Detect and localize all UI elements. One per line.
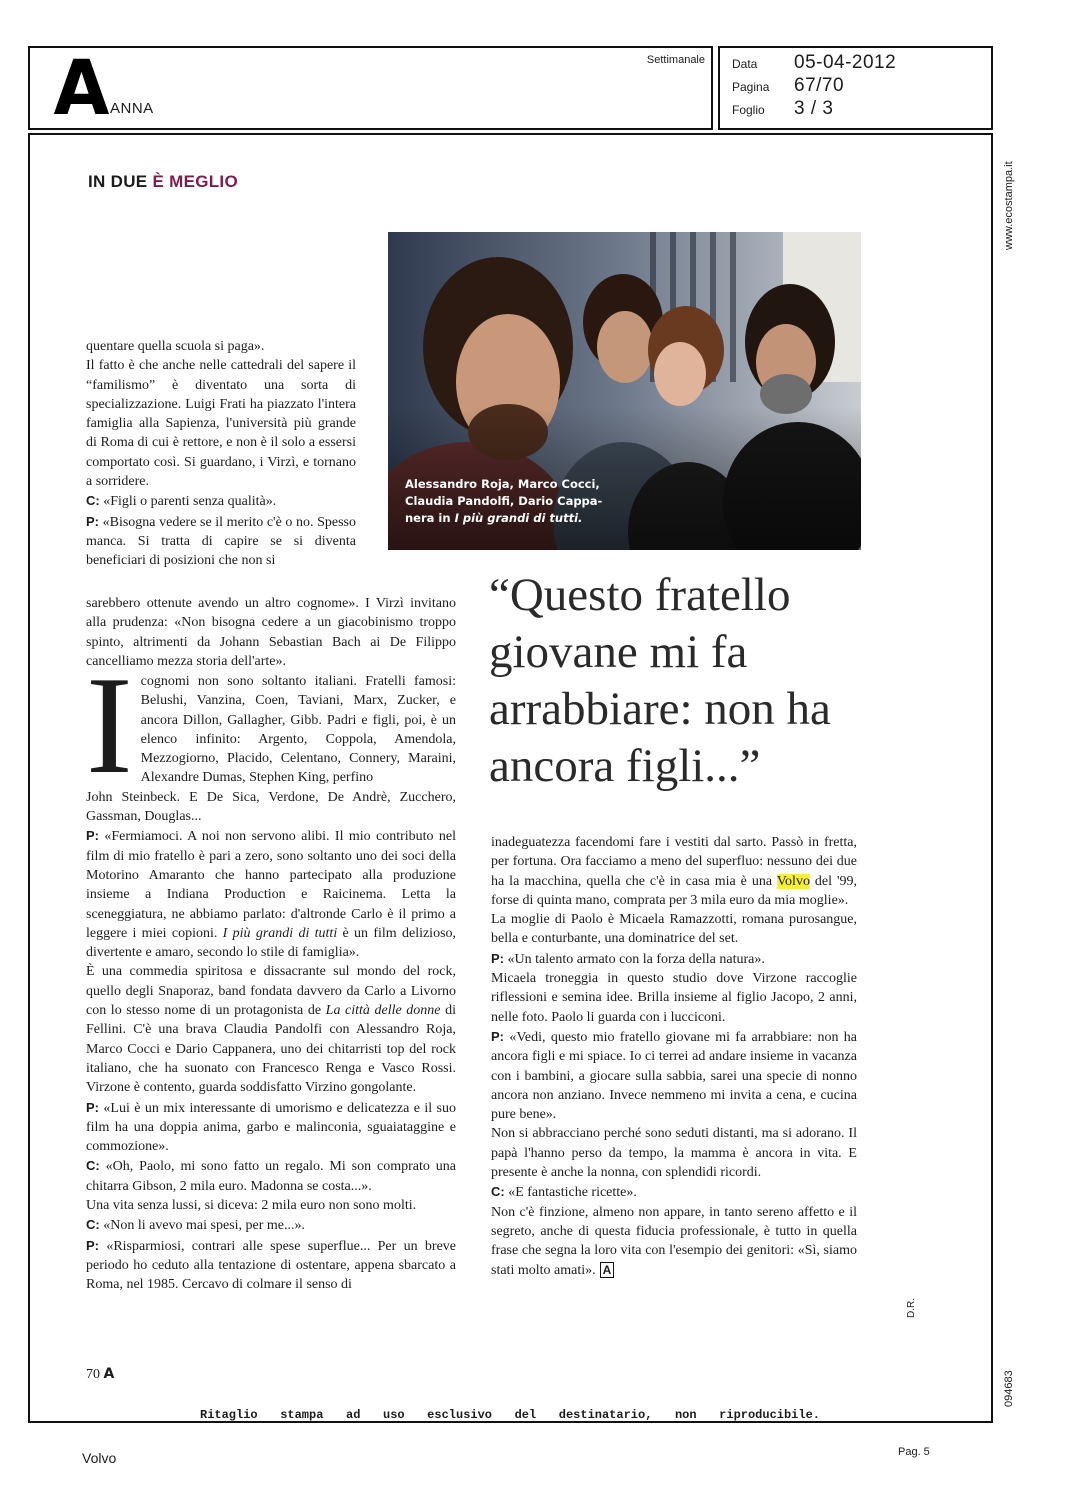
dialogue-text: «Oh, Paolo, mi sono fatto un regalo. Mi son comprato una chitarra Gibson, 2 mila euro. Madonna se costa...». [86,1159,457,1194]
page-number [86,1366,114,1383]
section-title [88,172,238,192]
paragraph: sarebbero ottenute avendo un altro cognome». I Virzì invitano alla prudenza: «Non bisogna cedere a un giacobinismo troppo spinto, altrimenti da Johann Sebastian Bach ai De Filippo cancelliamo mezza storia dell'arte». [86,596,456,669]
meta-page [732,75,844,97]
film-title: I più grandi di tutti [222,925,338,941]
dialogue-c [491,1182,857,1202]
dialogue-text: «Lui è un mix interessante di umorismo e delicatezza e il suo film ha una doppia anima, garbo e malinconia, sguaiataggine e commozione». [86,1100,456,1155]
dialogue-c [86,1156,456,1196]
speaker-tag: C: [86,493,100,509]
dialogue-c [86,491,356,511]
left-column-lower [86,648,457,1295]
magazine-logo: A [53,43,110,132]
caption-line-3 [405,510,655,527]
dialogue-text: «Figli o parenti senza qualità». [103,494,277,510]
caption-line-2: Claudia Pandolfi, Dario Cappa- [405,494,603,508]
dialogue-p [86,1098,456,1157]
paragraph-text: del '99, forse di quinta mano, comprata per 3 mila euro da mia moglie». [491,873,858,908]
speaker-tag: P: [86,1099,99,1115]
dialogue-c [86,1215,456,1235]
paragraph-text: di Fellini. C'è una brava Claudia Pandolfi con Alessandro Roja, Marco Cocci e Dario Cappanera, uno dei chitarristi top del rock italiano, che ha suonato con Francesco Renga e Vasco Rossi. Virzone è contento, guarda soddisfatto Virzino gongolante. [86,1003,457,1096]
paragraph: Non si abbracciano perché sono seduti distanti, ma si adorano. Il papà l'hanno perso da tempo, la mamma è ancora in vita. E presente è anche la nonna, con splendidi ricordi. [491,1126,857,1181]
left-column-top [86,337,356,571]
page-number-value: 70 [86,1367,100,1382]
paragraph-text: Non c'è finzione, almeno non appare, in tanto sereno affetto e il segreto, anche di questa fiducia professionale, è tutto in quella frase che segna la loro vita con l'esempio dei genitori: «Sì, siamo stati molto amati». [491,1204,857,1278]
speaker-tag: P: [86,1237,99,1253]
footer-page: Pag. 5 [898,1446,930,1458]
meta-sheet [732,98,833,120]
paragraph: Il fatto è che anche nelle cattedrali del sapere il “familismo” è diventato una sorta di specializzazione. Luigi Frati ha piazzato l'intera famiglia alla Sapienza, l'università più grande di Roma di cui è rettore, e non è il solo a essersi comportato così. Si guardano, i Virzì, e tornano a sorridere. [86,358,356,490]
dropcap-paragraph [86,648,456,803]
speaker-tag: P: [491,950,504,966]
meta-sheet-value: 3 / 3 [794,98,834,119]
left-column-mid [86,594,456,671]
pull-quote: “Questo fratello giovane mi fa arrabbiare: non ha ancora figli...” [489,569,831,792]
speaker-tag: C: [86,1217,100,1233]
footer-keyword: Volvo [82,1450,117,1466]
dialogue-text: «E fantastiche ricette». [508,1185,637,1201]
meta-date [732,52,896,74]
paragraph: La moglie di Paolo è Micaela Ramazzotti, romana purosangue, bella e conturbante, una dominatrice del set. [491,912,857,947]
paragraph: quentare quella scuola si paga». [86,339,265,354]
speaker-tag: C: [491,1184,505,1200]
speaker-tag: P: [86,828,99,844]
page-number-logo: A [103,1366,115,1382]
meta-date-key: Data [732,57,758,71]
header-masthead [28,43,713,132]
section-title-prefix: IN DUE [88,172,148,191]
meta-page-key: Pagina [732,80,770,94]
dialogue-text: è un film delizioso, divertente e amaro, secondo lo stile di famiglia». [86,925,457,961]
meta-date-value: 05-04-2012 [794,52,897,73]
paragraph: John Steinbeck. E De Sica, Verdone, De Andrè, Zucchero, Gassman, Douglas... [86,789,456,825]
paragraph [491,1203,857,1280]
speaker-tag: P: [86,513,99,529]
speaker-tag: P: [491,1028,504,1044]
dropcap-text: cognomi non sono soltanto italiani. Fratelli famosi: Belushi, Vanzina, Coen, Taviani, Marx, Zucker, e ancora Dillon, Gallagher, Gibb. Padri e figli, poi, è un elenco infinito: Argento, Coppola, Amendola, Mezzogiorno, Placido, Celentano, Connery, Maraini, Alexandre Dumas, Stephen King, perfino [140,674,456,786]
speaker-tag: C: [86,1158,100,1174]
dialogue-text: «Vedi, questo mio fratello giovane mi fa arrabbiare: non ha ancora figli e mi spiace. Io ci terrei ad andare insieme in vacanza con i bambini, a giocare sulla sabbia, sarei una specie di nonno ancora non anziano. Invece nemmeno mi invita a cena, e cucina pure bene». [491,1029,857,1123]
dialogue-p [491,1027,857,1124]
paragraph-text: È una commedia spiritosa e dissacrante sul mondo del rock, quello degli Snaporaz, band fondata davvero da Carlo a Livorno con lo stesso nome di un protagonista de [86,964,456,1019]
paragraph: Una vita senza lussi, si diceva: 2 mila euro non sono molti. [86,1198,417,1214]
clipping-notice: Ritaglio stampa ad uso esclusivo del destinatario, non riproducibile. [200,1408,820,1422]
dialogue-p [86,512,356,571]
section-title-accent: È MEGLIO [152,172,238,191]
dialogue-text: «Fermiamoci. A noi non servono alibi. Il mio contributo nel film di mio fratello è pari a zero, sono soltanto uno dei soci della Motorino Amaranto che hanno partecipato alla produzione insieme a Indiana Production e Raicinema. Letta la sceneggiatura, ne abbiamo parlato: d'altronde Carlo è il primo a leggere i miei copioni. [86,829,456,941]
right-column [491,833,857,1280]
caption-line-1: Alessandro Roja, Marco Cocci, [405,477,600,491]
dialogue-p [86,1236,456,1295]
magazine-name: ANNA [110,100,154,117]
meta-sheet-key: Foglio [732,103,765,117]
film-title: La città delle donne [325,1003,441,1019]
header-meta [718,46,993,130]
highlighted-keyword: Volvo [776,873,810,889]
dialogue-text: «Risparmiosi, contrari alle spese superflue... Per un breve periodo ho ceduto alla tentazione di ostentare, appena sbarcato a Roma, nel 1985. Cercavo di colmare il senso di [86,1238,457,1293]
paragraph [491,833,857,910]
paragraph-text: inadeguatezza facendomi fare i vestiti dal sarto. Passò in fretta, per fortuna. Ora facciamo a meno del superfluo: nessuno dei due ha la macchina, quella che c'è in casa mia è una [491,835,857,889]
frequency-label: Settimanale [646,54,705,66]
photo-credit: D.R. [906,1298,917,1318]
dialogue-text: «Bisogna vedere se il merito c'è o no. Spesso manca. Si tratta di capire se si diventa beneficiari di posizioni che non si [86,514,356,569]
paragraph: Micaela troneggia in questo studio dove Virzone raccoglie riflessioni e semina idee. Brilla insieme al figlio Jacopo, 2 anni, nelle foto. Paolo li guarda con i lucciconi. [491,971,857,1025]
dialogue-text: «Non li avevo mai spesi, per me...». [103,1218,306,1234]
dropcap: I [86,648,133,803]
caption-film-title: I più grandi di tutti. [454,511,583,525]
side-code: 094683 [1003,1370,1015,1407]
caption-line-3-prefix: nera in [405,511,451,525]
side-url: www.ecostampa.it [1003,161,1015,250]
end-mark: A [600,1262,615,1278]
dialogue-p [86,826,456,962]
dialogue-text: «Un talento armato con la forza della natura». [507,951,765,967]
dialogue-p [491,949,857,969]
meta-page-value: 67/70 [794,75,845,96]
paragraph [86,962,456,1097]
photo-caption [405,476,655,527]
